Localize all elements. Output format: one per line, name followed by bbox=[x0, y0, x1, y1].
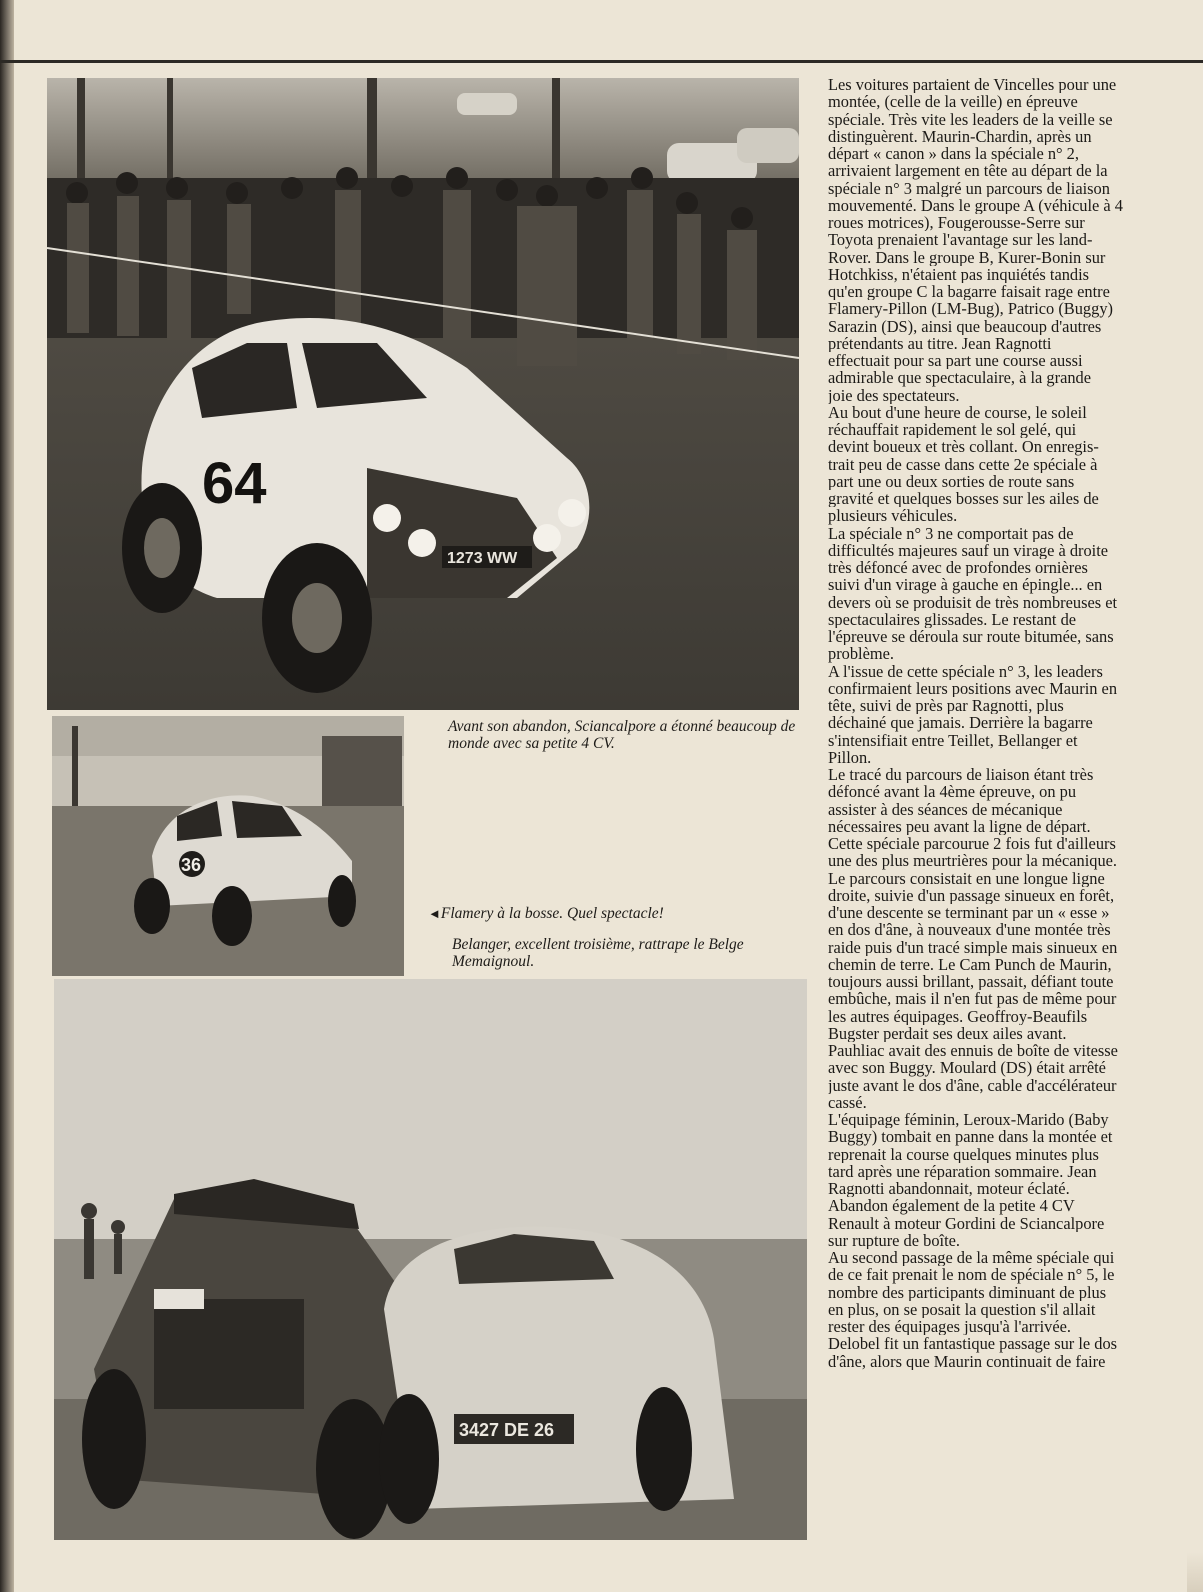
article-line: Toyota prenaient l'avantage sur les land- bbox=[828, 231, 1093, 249]
article-line: Les voitures partaient de Vincelles pour une bbox=[828, 76, 1117, 94]
article-line: Rover. Dans le groupe B, Kurer-Bonin sur bbox=[828, 248, 1106, 266]
article-line: avec son Buggy. Moulard (DS) était arrêté bbox=[828, 1059, 1106, 1077]
article-line: déchainé que jamais. Derrière la bagarre bbox=[828, 714, 1093, 732]
article-line: Le tracé du parcours de liaison étant très bbox=[828, 766, 1094, 784]
article-line: La spéciale n° 3 ne comportait pas de bbox=[828, 524, 1074, 542]
article-line: arrivaient largement en tête au départ de la bbox=[828, 162, 1108, 180]
article-line: Renault à moteur Gordini de Sciancalpore bbox=[828, 1214, 1105, 1232]
article-line: montée, (celle de la veille) en épreuve bbox=[828, 93, 1078, 111]
article-line: raide puis d'un tracé simple mais sinueux en bbox=[828, 938, 1118, 956]
article-line: assister à des séances de mécanique bbox=[828, 800, 1063, 818]
article-line: Pauhliac avait des ennuis de boîte de vitesse bbox=[828, 1042, 1118, 1060]
article-column bbox=[828, 76, 1203, 1592]
article-line: difficultés majeures sauf un virage à droite bbox=[828, 541, 1109, 559]
article-line: mouvementé. Dans le groupe A (véhicule à 4 bbox=[828, 196, 1123, 214]
article-line: Pillon. bbox=[828, 748, 872, 766]
bottom-photo bbox=[54, 979, 807, 1540]
article-line: d'âne, alors que Maurin continuait de faire bbox=[828, 1352, 1106, 1370]
article-line: A l'issue de cette spéciale n° 3, les leaders bbox=[828, 662, 1103, 680]
article-line: l'épreuve se déroula sur route bitumée, sans bbox=[828, 628, 1114, 646]
article-line: réchauffait rapidement le sol gelé, qui bbox=[828, 421, 1077, 439]
caption-text: Belanger, excellent troisième, rattrape le Belge Memaignoul. bbox=[452, 936, 744, 970]
article-line: Ragnotti abandonnait, moteur éclaté. bbox=[828, 1180, 1070, 1198]
article-line: nécessaires peu avant la ligne de départ. bbox=[828, 817, 1091, 835]
article-line: devint boueux et très collant. On enregis- bbox=[828, 438, 1099, 456]
article-line: les autres équipages. Geoffroy-Beaufils bbox=[828, 1007, 1088, 1025]
article-line: d'une descente se terminant par un « esse » bbox=[828, 904, 1110, 922]
rally-4cv-photo bbox=[47, 78, 799, 710]
article-line: droite, suivie d'un passage sinueux en forêt, bbox=[828, 886, 1115, 904]
article-line: départ « canon » dans la spéciale n° 2, bbox=[828, 145, 1079, 163]
article-line: Bugster perdait ses deux ailes avant. bbox=[828, 1024, 1067, 1042]
article-line: spéciale n° 3 malgré un parcours de liaison bbox=[828, 179, 1110, 197]
caption-text: Avant son abandon, Sciancalpore a étonné beaucoup de monde avec sa petite 4 CV. bbox=[448, 718, 796, 752]
article-line: sur rupture de boîte. bbox=[828, 1231, 960, 1249]
article-line: spéciale. Très vite les leaders de la veille se bbox=[828, 110, 1113, 128]
article-line: joie des spectateurs. bbox=[828, 386, 960, 404]
article-line: en plus, on se posait la question s'il allait bbox=[828, 1300, 1096, 1318]
svg-text:64: 64 bbox=[202, 451, 267, 516]
article-line: Hotchkiss, n'étaient pas inquiétés tandis bbox=[828, 265, 1090, 283]
article-line: devers où se produisit de très nombreuses et bbox=[828, 593, 1118, 611]
article-line: Cette spéciale parcourue 2 fois fut d'ailleurs bbox=[828, 835, 1116, 853]
top-rule bbox=[0, 60, 1203, 63]
article-line: Delobel fit un fantastique passage sur le dos bbox=[828, 1335, 1118, 1353]
article-line: de ce fait prenait le nom de spéciale n° 5, le bbox=[828, 1266, 1115, 1284]
page-corner bbox=[1187, 1552, 1203, 1592]
article-line: effectuait pour sa part une course aussi bbox=[828, 352, 1083, 370]
two-buggies-photo bbox=[54, 979, 807, 1540]
article-line: s'intensifiait entre Teillet, Bellanger et bbox=[828, 731, 1078, 749]
article-line: Flamery-Pillon (LM-Bug), Patrico (Buggy) bbox=[828, 300, 1113, 318]
article-line: plusieurs véhicules. bbox=[828, 507, 958, 525]
bottom-photo-caption bbox=[452, 936, 802, 970]
article-line: problème. bbox=[828, 645, 894, 663]
article-line: embûche, mais il n'en fut pas de même pour bbox=[828, 990, 1117, 1008]
buggy-36-photo bbox=[52, 716, 404, 976]
article-line: trait peu de casse dans cette 2e spéciale à bbox=[828, 455, 1098, 473]
article-line: Abandon également de la petite 4 CV bbox=[828, 1197, 1075, 1215]
article-line: prétendants au titre. Jean Ragnotti bbox=[828, 334, 1052, 352]
middle-photo-caption bbox=[428, 905, 798, 922]
article-line: suivi d'un virage à gauche en épingle... en bbox=[828, 576, 1103, 594]
arrow-left-icon: ◄ bbox=[428, 906, 441, 921]
article-line: une des plus meurtrières pour la mécanique. bbox=[828, 852, 1118, 870]
article-line: cassé. bbox=[828, 1093, 867, 1111]
article-line: Buggy) tombait en panne dans la montée et bbox=[828, 1128, 1113, 1146]
article-line: qu'en groupe C la bagarre faisait rage entre bbox=[828, 283, 1110, 301]
article-line: Sarazin (DS), ainsi que beaucoup d'autres bbox=[828, 317, 1102, 335]
article-line: confirmaient leurs positions avec Maurin en bbox=[828, 679, 1118, 697]
article-line: Le parcours consistait en une longue ligne bbox=[828, 869, 1105, 887]
top-photo-caption bbox=[448, 718, 798, 752]
article-line: défoncé avant la 4ème épreuve, on pu bbox=[828, 783, 1077, 801]
article-line: L'équipage féminin, Leroux-Marido (Baby bbox=[828, 1111, 1109, 1129]
svg-text:36: 36 bbox=[181, 855, 202, 875]
svg-text:1273 WW: 1273 WW bbox=[447, 550, 518, 567]
svg-text:3427 DE 26: 3427 DE 26 bbox=[459, 1420, 555, 1440]
article-line: chemin de terre. Le Cam Punch de Maurin, bbox=[828, 955, 1112, 973]
middle-photo bbox=[52, 716, 404, 976]
article-line: Au second passage de la même spéciale qui bbox=[828, 1249, 1115, 1267]
article-line: gravité et quelques bosses sur les ailes de bbox=[828, 490, 1099, 508]
article-line: tête, suivi de près par Ragnotti, plus bbox=[828, 697, 1064, 715]
article-line: tard après une réparation sommaire. Jean bbox=[828, 1162, 1097, 1180]
article-line: Au bout d'une heure de course, le soleil bbox=[828, 403, 1087, 421]
article-line: spectaculaires glissades. Le restant de bbox=[828, 610, 1077, 628]
top-photo bbox=[47, 78, 799, 710]
caption-text: Flamery à la bosse. Quel spectacle! bbox=[440, 905, 664, 922]
article-line: juste avant le dos d'âne, cable d'accélérateur bbox=[828, 1076, 1117, 1094]
article-line: part une ou deux sorties de route sans bbox=[828, 472, 1075, 490]
article-line: reprenait la course quelques minutes plus bbox=[828, 1145, 1099, 1163]
article-line: distinguèrent. Maurin-Chardin, après un bbox=[828, 127, 1092, 145]
article-line: rester des équipages jusqu'à l'arrivée. bbox=[828, 1318, 1072, 1336]
article-line: roues motrices), Fougerousse-Serre sur bbox=[828, 214, 1085, 232]
article-line: toujours aussi brillant, passait, défiant toute bbox=[828, 973, 1114, 991]
article-line: en dos d'âne, à nouveaux d'une montée très bbox=[828, 921, 1111, 939]
article-line: très défoncé avec de profondes ornières bbox=[828, 559, 1088, 577]
page-edge bbox=[0, 0, 14, 1592]
article-line: nombre des participants diminuant de plus bbox=[828, 1283, 1107, 1301]
article-line: admirable que spectaculaire, à la grande bbox=[828, 369, 1092, 387]
